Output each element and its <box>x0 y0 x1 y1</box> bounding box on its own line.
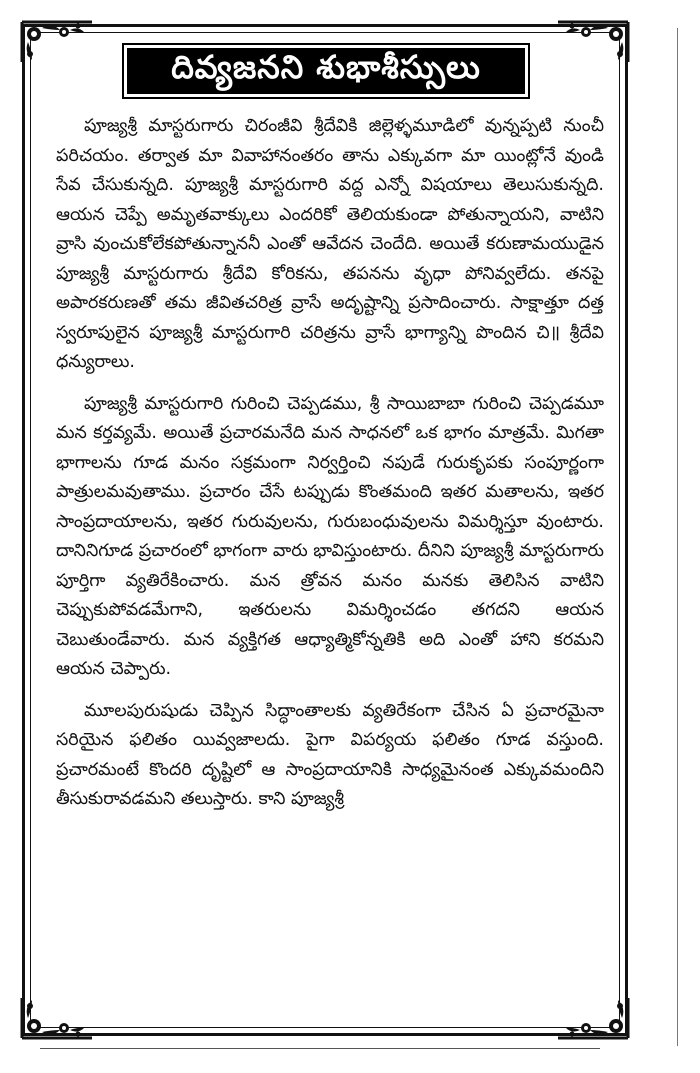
paragraph: పూజ్యశ్రీ మాస్టరుగారు చిరంజీవి శ్రీదేవికి జిల్లెళ్ళమూడిలో వున్నప్పటి నుంచీ పరిచయం. తర్వాత మా వివాహానంతరం తాను ఎక్కువగా మా యింట్లోనే వుండి సేవ చేసుకున్నది. పూజ్యశ్రీ మాస్టరుగారి వద్ద ఎన్నో విషయాలు తెలుసుకున్నది. ఆయన చెప్పే అమృతవాక్కులు ఎందరికో తెలియకుండా పోతున్నాయని, వాటిని వ్రాసి వుంచుకోలేకపోతున్నాననీ ఎంతో ఆవేదన చెందేది. అయితే కరుణామయుడైన పూజ్యశ్రీ మాస్టరుగారు శ్రీదేవి కోరికను, తపనను వృధా పోనివ్వలేదు. తనపై అపారకరుణతో తమ జీవితచరిత్ర వ్రాసే అదృష్టాన్ని ప్రసాదించారు. సాక్షాత్తూ దత్త స్వరూపులైన పూజ్యశ్రీ మాస్టరుగారి చరిత్రను వ్రాసే భాగ్యాన్ని పొందిన చి॥ శ్రీదేవి ధన్యురాలు. <box>56 116 604 372</box>
page-edge-rule <box>677 28 678 1046</box>
floral-ornament-icon <box>556 996 630 1040</box>
floral-ornament-icon <box>20 996 94 1040</box>
paragraph: మూలపురుషుడు చెప్పిన సిద్ధాంతాలకు వ్యతిరేకంగా చేసిన ఏ ప్రచారమైనా సరియైన ఫలితం యివ్వజాలదు. పైగా విపర్యయ ఫలితం గూడ వస్తుంది. ప్రచారమంటే కొందరి దృష్టిలో ఆ సాంప్రదాయానికి సాధ్యమైనంత ఎక్కువమందిని తీసుకురావడమని తలుస్తారు. కాని పూజ్యశ్రీ <box>56 700 604 809</box>
page-title-text: దివ్యజనని శుభాశీస్సులు <box>171 48 481 86</box>
paragraph: పూజ్యశ్రీ మాస్టరుగారి గురించి చెప్పడము, శ్రీ సాయిబాబా గురించి చెప్పడమూ మన కర్తవ్యమే. అయితే ప్రచారమనేది మన సాధనలో ఒక భాగం మాత్రమే. మిగతా భాగాలను గూడ మనం సక్రమంగా నిర్వర్తించి నపుడే గురుకృపకు సంపూర్ణంగా పాత్రులమవుతాము. ప్రచారం చేసే టప్పుడు కొంతమంది ఇతర మతాలను, ఇతర సాంప్రదాయాలను, ఇతర గురువులను, గురుబంధువులను విమర్శిస్తూ వుంటారు. దానినిగూడ ప్రచారంలో భాగంగా వారు భావిస్తుంటారు. దీనిని పూజ్యశ్రీ మాస్టరుగారు పూర్తిగా వ్యతిరేకించారు. మన త్రోవన మనం మనకు తెలిసిన వాటిని చెప్పుకుపోవడమేగాని, ఇతరులను విమర్శించడం తగదని ఆయన చెబుతుండేవారు. మన వ్యక్తిగత ఆధ్యాత్మికోన్నతికి అది ఎంతో హాని కరమని ఆయన చెప్పారు. <box>56 393 604 679</box>
floral-ornament-icon <box>556 20 630 64</box>
page-title <box>127 48 525 94</box>
floral-ornament-icon <box>20 20 94 64</box>
page-bottom-rule <box>40 1048 600 1049</box>
article-body <box>56 112 604 992</box>
